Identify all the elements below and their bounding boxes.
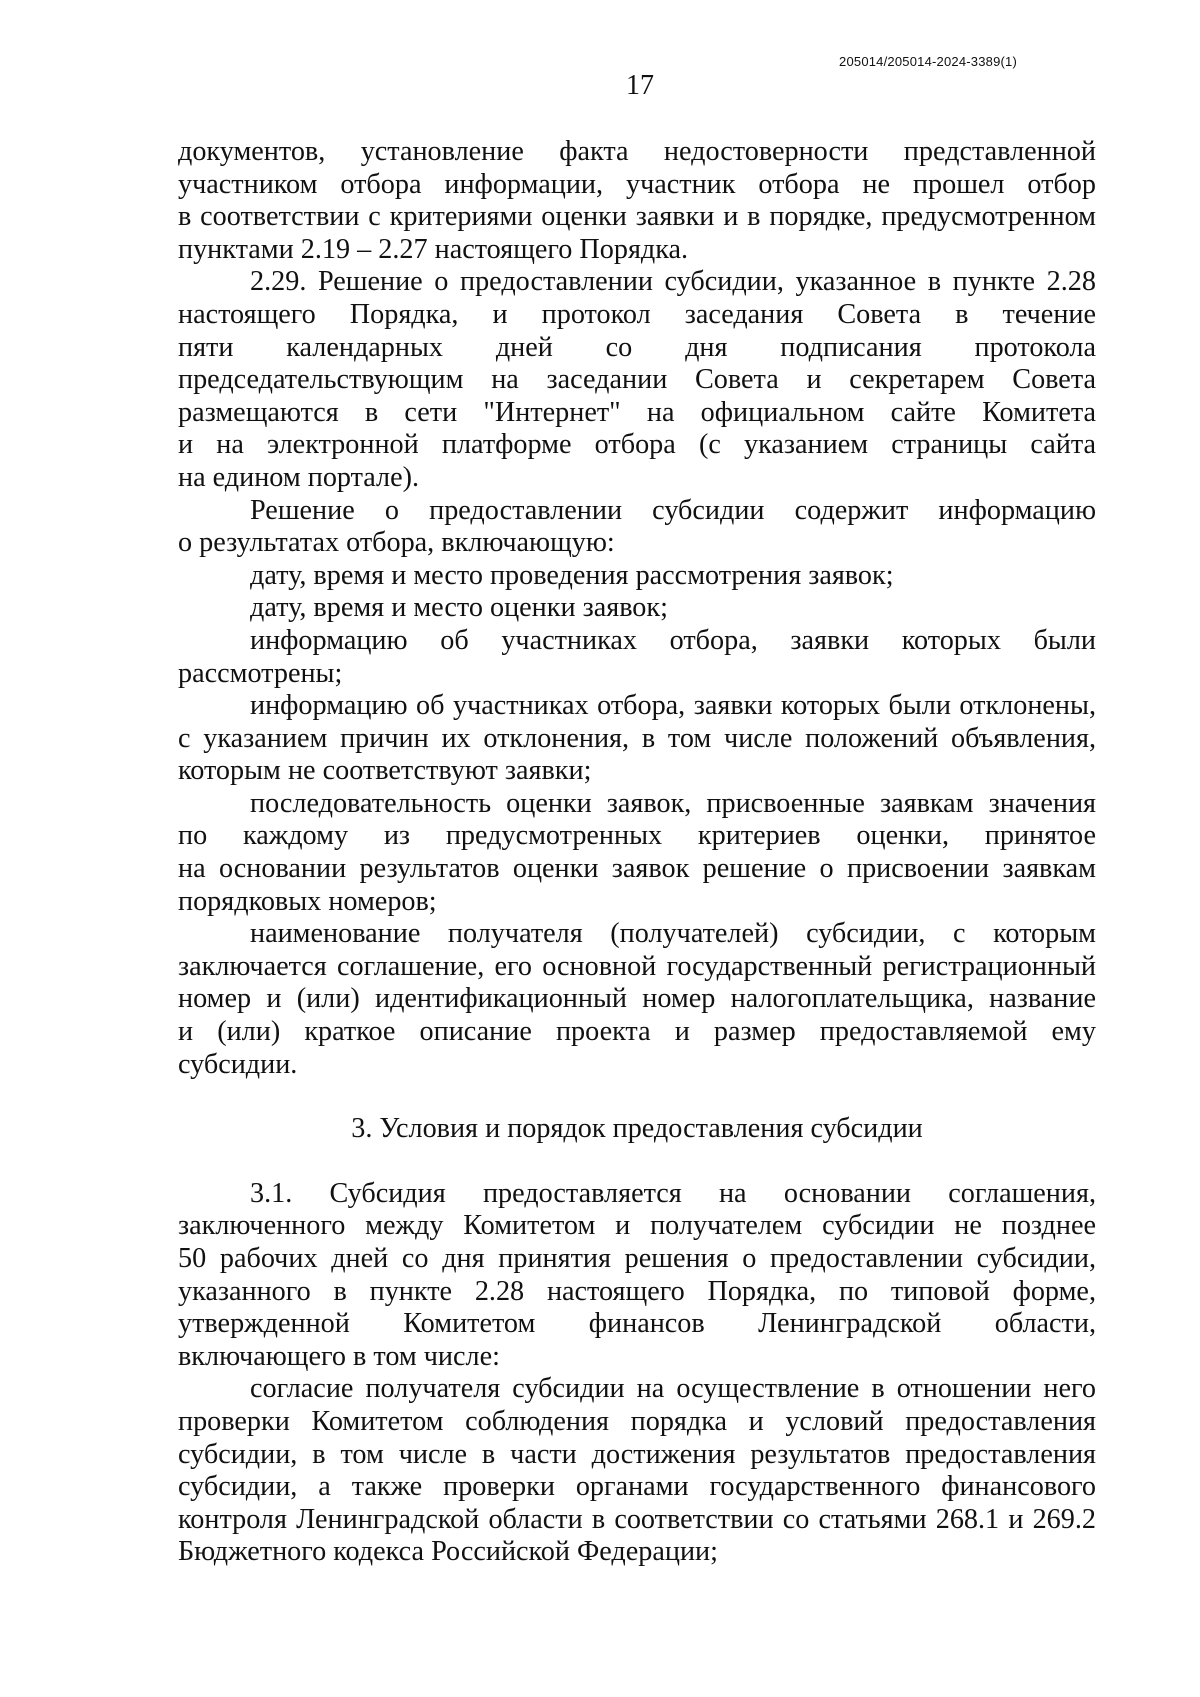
text-line: о результатах отбора, включающую: [178,527,615,559]
text-line: в соответствии с критериями оценки заявки и в порядке, предусмотренном [178,201,1096,233]
text-line: наименование получателя (получателей) субсидии, с которым [250,918,1096,950]
list-item [178,690,1096,788]
text-line: размещаются в сети "Интернет" на официальном сайте Комитета [178,396,1096,428]
text-line: пяти календарных дней со дня подписания протокола [178,331,1096,363]
text-line: 3.1. Субсидия предоставляется на основании соглашения, [250,1177,1096,1209]
text-line: последовательность оценки заявок, присвоенные заявкам значения [250,787,1096,819]
text-line: документов, установление факта недостоверности представленной [178,136,1096,167]
text-line: Бюджетного кодекса Российской Федерации; [178,1536,718,1568]
text-line: заключенного между Комитетом и получателем субсидии не позднее [178,1210,1096,1242]
text-line: 2.29. Решение о предоставлении субсидии, указанное в пункте 2.28 [250,266,1096,298]
text-line: порядковых номеров; [178,885,437,917]
list-item [178,560,1096,593]
text-line: и (или) краткое описание проекта и размер предоставляемой ему [178,1016,1096,1048]
document-id: 205014/205014-2024-3389(1) [839,54,1017,69]
text-line: информацию об участниках отбора, заявки которых были отклонены, [250,690,1096,722]
text-line: контроля Ленинградской области в соответствии со статьями 268.1 и 269.2 [178,1503,1096,1535]
text-line: включающего в том числе: [178,1340,500,1372]
text-line: субсидии, а также проверки органами государственного финансового [178,1471,1096,1503]
text-line: проверки Комитетом соблюдения порядка и условий предоставления [178,1405,1096,1437]
section-heading [178,1113,1096,1146]
text-line: рассмотрены; [178,657,343,689]
text-line: председательствующим на заседании Совета и секретарем Совета [178,364,1096,396]
paragraph-decision-contents [178,495,1096,560]
text-line: заключается соглашение, его основной государственный регистрационный [178,950,1096,982]
text-line: пунктами 2.19 – 2.27 настоящего Порядка. [178,233,689,265]
paragraph-consent [178,1373,1096,1569]
paragraph-2-29 [178,266,1096,494]
list-item [178,788,1096,918]
text-line: участником отбора информации, участник отбора не прошел отбор [178,168,1096,200]
text-line: утвержденной Комитетом финансов Ленинградской области, [178,1308,1096,1340]
text-line: по каждому из предусмотренных критериев оценки, принятое [178,820,1096,852]
text-line: согласие получателя субсидии на осуществление в отношении него [250,1373,1096,1405]
paragraph-continuation [178,136,1096,266]
document-body [178,136,1096,1569]
list-item [178,625,1096,690]
text-line: Решение о предоставлении субсидии содержит информацию [250,494,1096,526]
page-number: 17 [626,70,654,101]
text-line: на едином портале). [178,461,420,493]
text-line: на основании результатов оценки заявок решение о присвоении заявкам [178,853,1096,885]
text-line: 3. Условия и порядок предоставления субсидии [351,1113,923,1145]
text-line: 50 рабочих дней со дня принятия решения о предоставлении субсидии, [178,1243,1096,1274]
text-line: с указанием причин их отклонения, в том числе положений объявления, [178,722,1096,754]
text-line: и на электронной платформе отбора (с указанием страницы сайта [178,429,1096,461]
list-item [178,592,1096,625]
text-line: настоящего Порядка, и протокол заседания Совета в течение [178,298,1096,330]
list-item [178,918,1096,1081]
text-line: субсидии. [178,1048,298,1080]
text-line: субсидии, в том числе в части достижения результатов предоставления [178,1438,1096,1470]
text-line: дату, время и место оценки заявок; [250,592,668,624]
text-line: номер и (или) идентификационный номер налогоплательщика, название [178,983,1096,1015]
text-line: которым не соответствуют заявки; [178,755,592,787]
text-line: информацию об участниках отбора, заявки которых были [250,624,1096,656]
paragraph-3-1 [178,1178,1096,1374]
text-line: указанного в пункте 2.28 настоящего Порядка, по типовой форме, [178,1275,1096,1307]
text-line: дату, время и место проведения рассмотрения заявок; [250,559,894,591]
